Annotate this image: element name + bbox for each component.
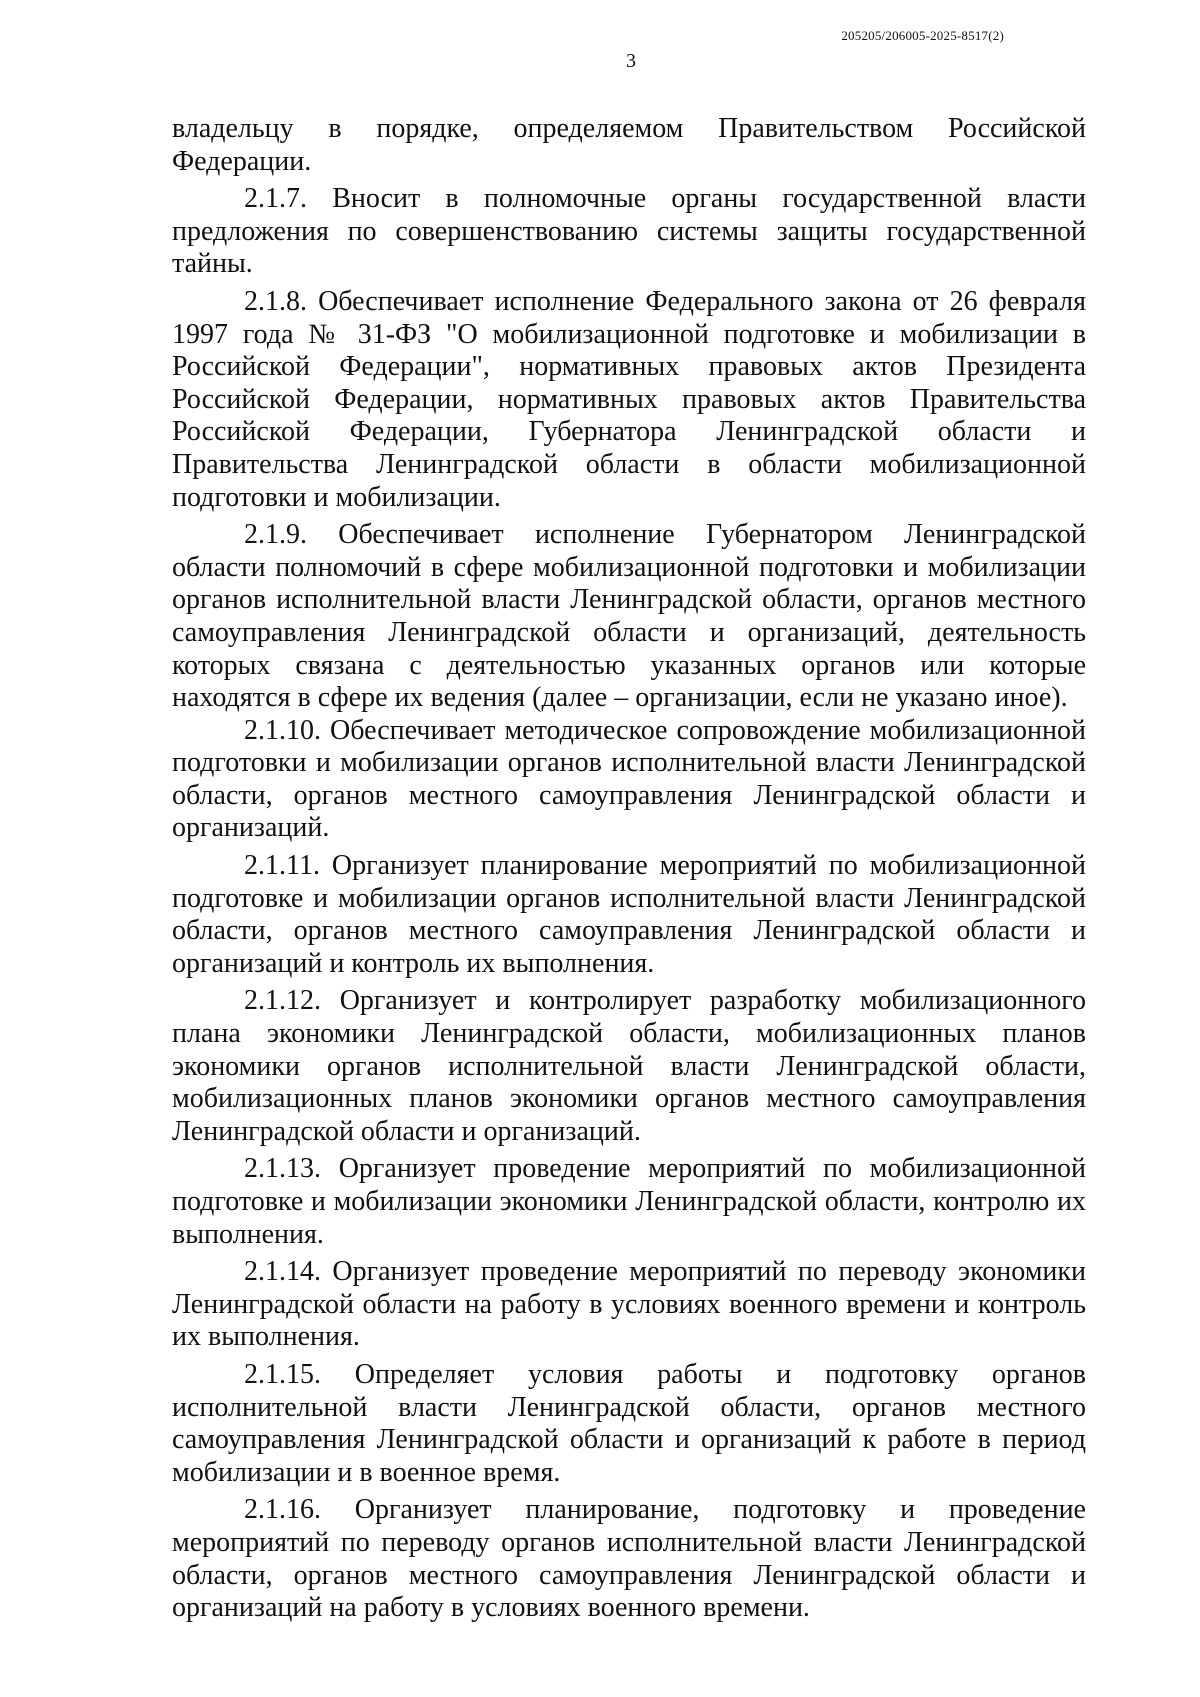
paragraph-2-1-13: 2.1.13. Организует проведение мероприятий по мобилизационной подготовке и мобилизации экономики Ленинградской области, контролю их выполнения. — [172, 1153, 1086, 1250]
document-body — [172, 113, 1086, 1625]
paragraph-2-1-16: 2.1.16. Организует планирование, подготовку и проведение мероприятий по переводу органов исполнительной власти Ленинградской области, органов местного самоуправления Ленинградской области и организаций на работу в условиях военного времени. — [172, 1494, 1086, 1624]
paragraph-2-1-14: 2.1.14. Организует проведение мероприятий по переводу экономики Ленинградской области на работу в условиях военного времени и контроль их выполнения. — [172, 1256, 1086, 1353]
paragraph-2-1-9: 2.1.9. Обеспечивает исполнение Губернатором Ленинградской области полномочий в сфере мобилизационной подготовки и мобилизации органов исполнительной власти Ленинградской области, органов местного самоуправления Ленинградской области и организаций, деятельность которых связана с деятельностью указанных органов или которые находятся в сфере их ведения (далее – организации, если не указано иное). — [172, 519, 1086, 714]
paragraph-2-1-7: 2.1.7. Вносит в полномочные органы государственной власти предложения по совершенствованию системы защиты государственной тайны. — [172, 183, 1086, 280]
paragraph-2-1-15: 2.1.15. Определяет условия работы и подготовку органов исполнительной власти Ленинградской области, органов местного самоуправления Ленинградской области и организаций к работе в период мобилизации и в военное время. — [172, 1358, 1086, 1488]
paragraph-2-1-10: 2.1.10. Обеспечивает методическое сопровождение мобилизационной подготовки и мобилизации органов исполнительной власти Ленинградской области, органов местного самоуправления Ленинградской области и организаций. — [172, 714, 1086, 844]
paragraph-2-1-11: 2.1.11. Организует планирование мероприятий по мобилизационной подготовке и мобилизации органов исполнительной власти Ленинградской области, органов местного самоуправления Ленинградской области и организаций и контроль их выполнения. — [172, 850, 1086, 979]
paragraph-2-1-8: 2.1.8. Обеспечивает исполнение Федерального закона от 26 февраля 1997 года № 31-ФЗ "О мобилизационной подготовке и мобилизации в Российской Федерации", нормативных правовых актов Президента Российской Федерации, нормативных правовых актов Правительства Российской Федерации, Губернатора Ленинградской области и Правительства Ленинградской области в области мобилизационной подготовки и мобилизации. — [172, 285, 1086, 513]
paragraph-2-1-12: 2.1.12. Организует и контролирует разработку мобилизационного плана экономики Ленинградской области, мобилизационных планов экономики органов исполнительной власти Ленинградской области, мобилизационных планов экономики органов местного самоуправления Ленинградской области и организаций. — [172, 985, 1086, 1147]
page-number: 3 — [626, 50, 636, 72]
document-registration-number: 205205/206005-2025-8517(2) — [841, 28, 1004, 43]
paragraph-continuation: владельцу в порядке, определяемом Правительством Российской Федерации. — [172, 113, 1086, 177]
